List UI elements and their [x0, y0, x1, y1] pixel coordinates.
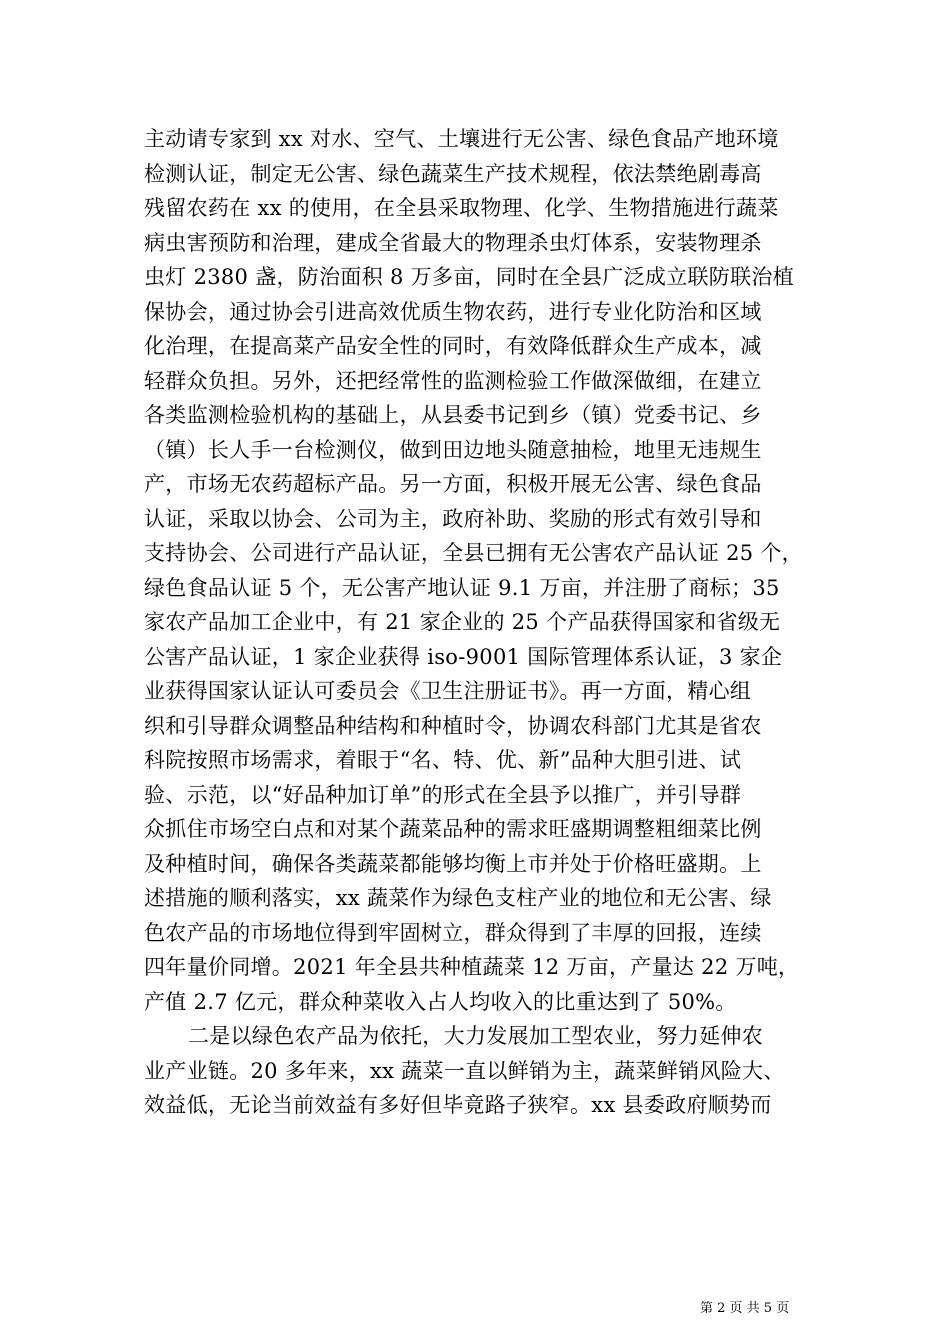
- text-line: 公害产品认证，1 家企业获得 iso-9001 国际管理体系认证，3 家企: [144, 644, 783, 669]
- text-line: 化治理，在提高菜产品安全性的同时，有效降低群众生产成本，减: [144, 334, 762, 358]
- text-line: 验、示范，以“好品种加订单”的形式在全县予以推广，并引导群: [144, 782, 742, 807]
- text-line: 科院按照市场需求，着眼于“名、特、优、新”品种大胆引进、试: [144, 748, 742, 772]
- page-number: 第 2 页 共 5 页: [700, 1301, 790, 1316]
- text-line: 绿色食品认证 5 个，无公害产地认证 9.1 万亩，并注册了商标；35: [144, 575, 780, 600]
- text-line: 织和引导群众调整品种结构和种植时令，协调农科部门尤其是省农: [144, 713, 762, 738]
- body-text: [144, 122, 814, 1123]
- text-line: 检测认证，制定无公害、绿色蔬菜生产技术规程，依法禁绝剧毒高: [144, 161, 762, 186]
- text-line: 主动请专家到 xx 对水、空气、土壤进行无公害、绿色食品产地环境: [144, 127, 779, 151]
- text-line: 述措施的顺利落实，xx 蔬菜作为绿色支柱产业的地位和无公害、绿: [144, 886, 772, 910]
- text-line: 保协会，通过协会引进高效优质生物农药，进行专业化防治和区域: [144, 299, 762, 324]
- text-line: 效益低，无论当前效益有多好但毕竟路子狭窄。xx 县委政府顺势而: [144, 1093, 772, 1117]
- text-line: 各类监测检验机构的基础上，从县委书记到乡（镇）党委书记、乡: [144, 403, 762, 427]
- text-line: 家农产品加工企业中，有 21 家企业的 25 个产品获得国家和省级无: [144, 610, 781, 634]
- paragraph-start-line: 二是以绿色农产品为依托，大力发展加工型农业，努力延伸农: [188, 1024, 764, 1048]
- text-line: 残留农药在 xx 的使用，在全县采取物理、化学、生物措施进行蔬菜: [144, 196, 779, 220]
- text-line: 轻群众负担。另外，还把经常性的监测检验工作做深做细，在建立: [144, 368, 762, 393]
- text-line: 业产业链。20 多年来，xx 蔬菜一直以鲜销为主，蔬菜鲜销风险大、: [144, 1058, 785, 1083]
- text-line: 色农产品的市场地位得到牢固树立，群众得到了丰厚的回报，连续: [144, 920, 762, 945]
- text-line: 四年量价同增。2021 年全县共种植蔬菜 12 万亩，产量达 22 万吨，: [144, 955, 800, 979]
- text-line: 虫灯 2380 盏，防治面积 8 万多亩，同时在全县广泛成立联防联治植: [144, 265, 795, 289]
- text-line: 众抓住市场空白点和对某个蔬菜品种的需求旺盛期调整粗细菜比例: [144, 817, 762, 841]
- text-line: 支持协会、公司进行产品认证，全县已拥有无公害农产品认证 25 个，: [144, 541, 803, 565]
- text-line: 及种植时间，确保各类蔬菜都能够均衡上市并处于价格旺盛期。上: [144, 851, 762, 876]
- text-line: 病虫害预防和治理，建成全省最大的物理杀虫灯体系，安装物理杀: [144, 230, 762, 255]
- text-line: 业获得国家认证认可委员会《卫生注册证书》。再一方面，精心组: [144, 679, 752, 703]
- text-line: （镇）长人手一台检测仪，做到田边地头随意抽检，地里无违规生: [144, 437, 762, 462]
- text-line: 产，市场无农药超标产品。另一方面，积极开展无公害、绿色食品: [144, 472, 762, 496]
- text-line: 认证，采取以协会、公司为主，政府补助、奖励的形式有效引导和: [144, 506, 762, 531]
- text-line: 产值 2.7 亿元，群众种菜收入占人均收入的比重达到了 50%。: [144, 989, 737, 1014]
